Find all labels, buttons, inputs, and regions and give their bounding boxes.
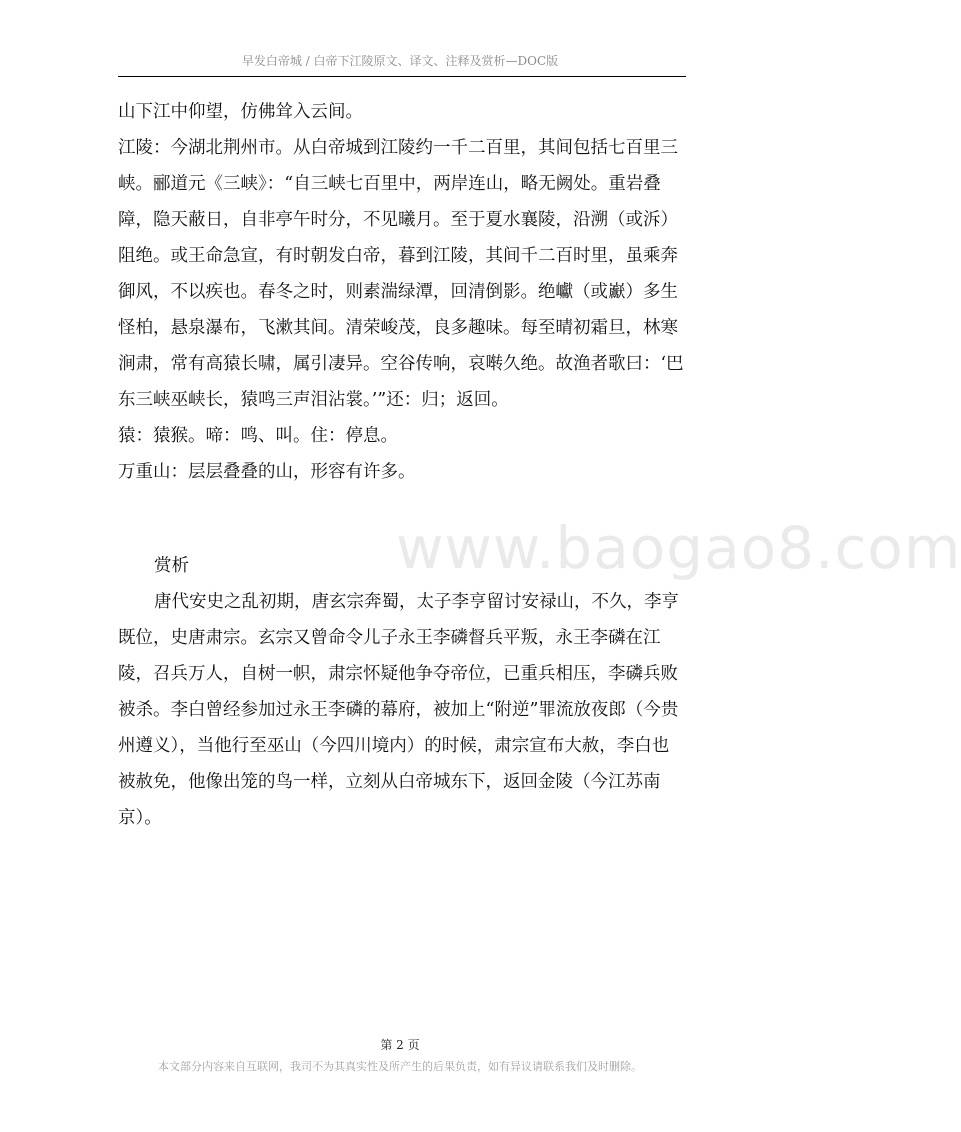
- site-watermark: www.baogao8.com: [396, 514, 961, 582]
- footer-disclaimer: 本文部分内容来自互联网，我司不为其真实性及所产生的后果负责，如有异议请联系我们及时删除。: [158, 1060, 642, 1073]
- note-wanchongshan: 万重山：层层叠叠的山，形容有许多。: [118, 462, 416, 482]
- note-yuan: 猿：猿猴。啼：鸣、叫。住：停息。: [118, 426, 398, 446]
- note-jiangling: 江陵：今湖北荆州市。从白帝城到江陵约一千二百里，其间包括七百里三峡。郦道元《三峡》：“自三峡七百里中，两岸连山，略无阙处。重岩叠障，隐天蔽日，自非亭午时分，不见曦月。至于夏水襄陵，沿溯（或泝）阻绝。或王命急宣，有时朝发白帝，暮到江陵，其间千二百时里，虽乘奔御风，不以疾也。春冬之时，则素湍绿潭，回清倒影。绝巘（或巚）多生怪柏，悬泉瀑布，飞漱其间。清荣峻茂，良多趣味。每至晴初霜旦，林寒涧肃，常有高猿长啸，属引凄异。空谷传响，哀啭久绝。故渔者歌曰：‘巴东三峡巫峡长，猿鸣三声泪沾裳。’”还：归；返回。: [118, 138, 684, 410]
- appreciation-paragraph: 唐代安史之乱初期，唐玄宗奔蜀，太子李亨留讨安禄山，不久，李亨既位，史唐肃宗。玄宗又曾命令儿子永王李磷督兵平叛，永王李磷在江陵，召兵万人，自树一帜，肃宗怀疑他争夺帝位，已重兵相压，李磷兵败被杀。李白曾经参加过永王李磷的幕府，被加上“附逆”罪流放夜郎（今贵州遵义），当他行至巫山（今四川境内）的时候，肃宗宣布大赦，李白也被赦免，他像出笼的鸟一样，立刻从白帝城东下，返回金陵（今江苏南京）。: [118, 592, 679, 828]
- header-divider: [118, 76, 686, 77]
- page-header: 早发白帝城 / 白帝下江陵原文、译文、注释及赏析—DOC版: [241, 54, 559, 68]
- note-continuation: 山下江中仰望，仿佛耸入云间。: [118, 102, 363, 122]
- document-body: [118, 94, 686, 836]
- section-spacer: [118, 490, 686, 548]
- page-number: 第 2 页: [380, 1038, 420, 1052]
- appreciation-heading: 赏析: [154, 556, 189, 576]
